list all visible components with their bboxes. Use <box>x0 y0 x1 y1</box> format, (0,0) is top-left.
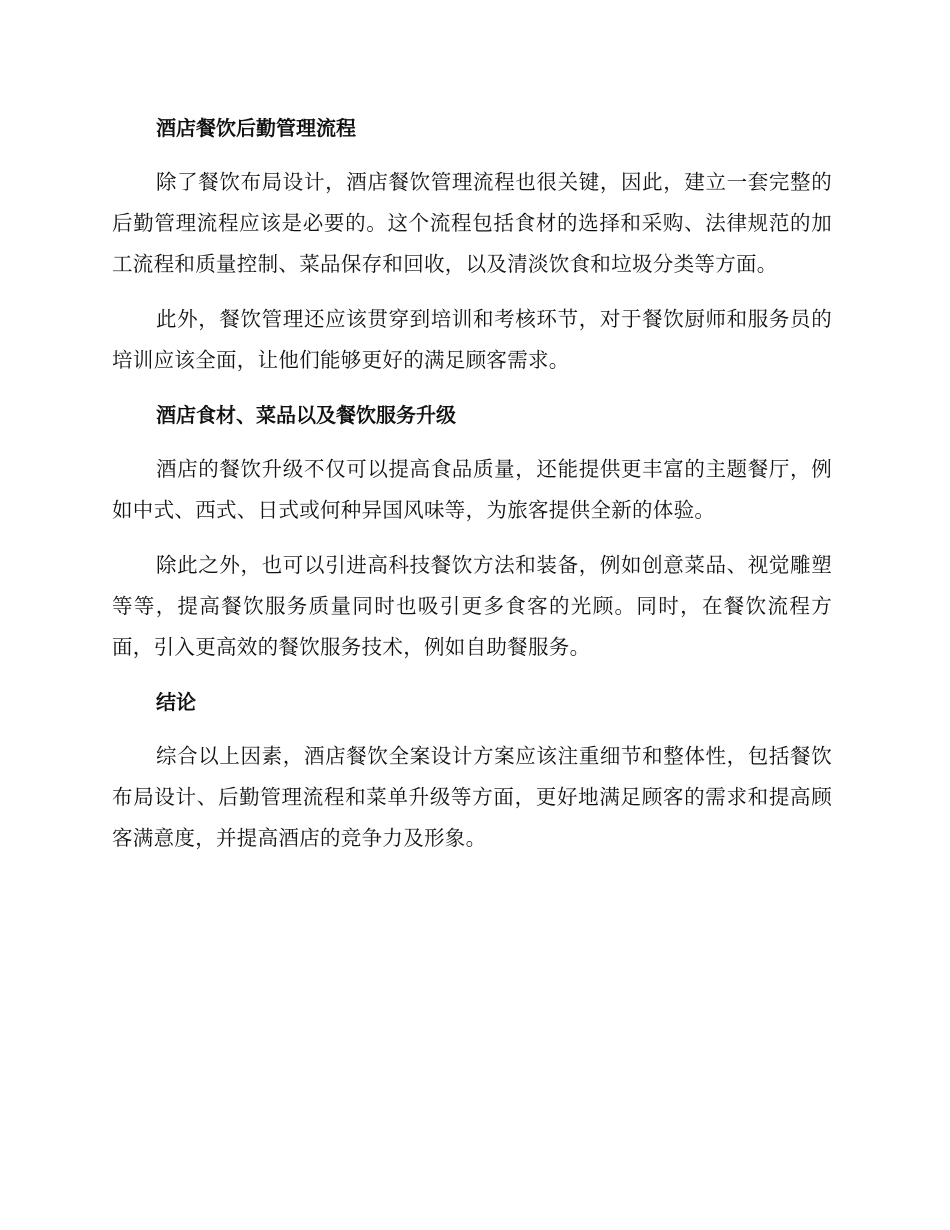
paragraph: 酒店的餐饮升级不仅可以提高食品质量，还能提供更丰富的主题餐厅，例如中式、西式、日式或何种异国风味等，为旅客提供全新的体验。 <box>112 457 832 522</box>
paragraph: 除了餐饮布局设计，酒店餐饮管理流程也很关键，因此，建立一套完整的后勤管理流程应该是必要的。这个流程包括食材的选择和采购、法律规范的加工流程和质量控制、菜品保存和回收，以及清淡饮食和垃圾分类等方面。 <box>112 170 832 276</box>
section-heading-conclusion: 结论 <box>156 690 196 714</box>
paragraph: 综合以上因素，酒店餐饮全案设计方案应该注重细节和整体性，包括餐饮布局设计、后勤管理流程和菜单升级等方面，更好地满足顾客的需求和提高顾客满意度，并提高酒店的竞争力及形象。 <box>112 744 832 850</box>
section-heading-logistics: 酒店餐饮后勤管理流程 <box>156 116 356 140</box>
paragraph: 除此之外，也可以引进高科技餐饮方法和装备，例如创意菜品、视觉雕塑等等，提高餐饮服务质量同时也吸引更多食客的光顾。同时，在餐饮流程方面，引入更高效的餐饮服务技术，例如自助餐服务。 <box>112 553 832 659</box>
paragraph: 此外，餐饮管理还应该贯穿到培训和考核环节，对于餐饮厨师和服务员的培训应该全面，让他们能够更好的满足顾客需求。 <box>112 307 832 372</box>
document-body <box>112 108 832 873</box>
section-heading-upgrade: 酒店食材、菜品以及餐饮服务升级 <box>156 403 456 427</box>
